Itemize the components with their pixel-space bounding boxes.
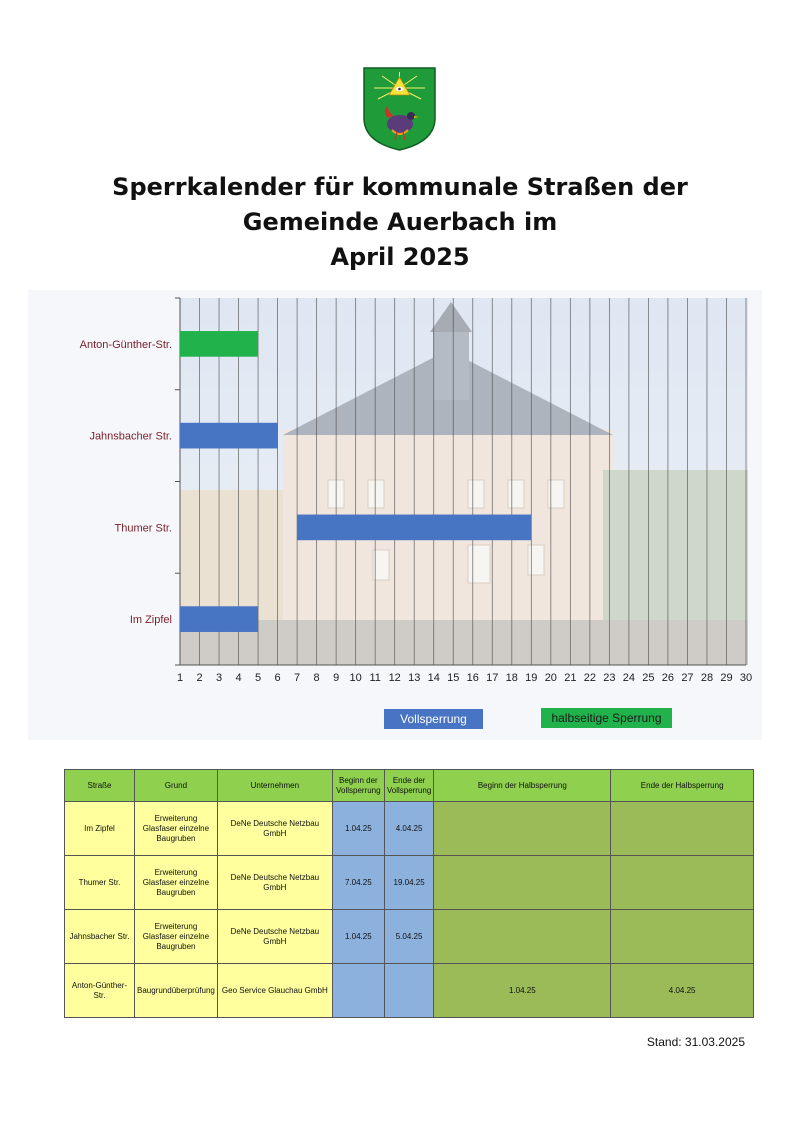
x-tick-label: 7 xyxy=(294,672,301,684)
category-label: Thumer Str. xyxy=(114,522,172,535)
header-strasse: Straße xyxy=(65,770,135,802)
stand-date: Stand: 31.03.2025 xyxy=(646,1035,745,1049)
cell-strasse: Anton-Günther-Str. xyxy=(65,964,135,1018)
cell-unternehmen: DeNe Deutsche Netzbau GmbH xyxy=(217,802,332,856)
cell-grund: Erweiterung Glasfaser einzelne Baugruben xyxy=(135,802,218,856)
cell-beginn-halb xyxy=(434,910,611,964)
page-title xyxy=(0,170,800,275)
x-tick-label: 26 xyxy=(661,672,675,684)
bar-im-zipfel xyxy=(180,606,258,632)
cell-strasse: Jahnsbacher Str. xyxy=(65,910,135,964)
cell-beginn-voll: 7.04.25 xyxy=(332,856,384,910)
table-row xyxy=(65,964,754,1018)
x-tick-label: 29 xyxy=(720,672,733,684)
x-tick-label: 17 xyxy=(486,672,499,684)
x-tick-label: 16 xyxy=(466,672,479,684)
x-tick-label: 19 xyxy=(525,672,538,684)
cell-beginn-voll: 1.04.25 xyxy=(332,910,384,964)
cell-ende-halb xyxy=(611,802,754,856)
cell-strasse: Thumer Str. xyxy=(65,856,135,910)
table-row xyxy=(65,910,754,964)
cell-ende-voll: 5.04.25 xyxy=(384,910,433,964)
bar-jahnsbacher-str xyxy=(180,423,278,449)
x-tick-label: 6 xyxy=(274,672,281,684)
legend-halbseitige-sperrung: halbseitige Sperrung xyxy=(541,708,672,728)
cell-ende-halb: 4.04.25 xyxy=(611,964,754,1018)
cell-grund: Erweiterung Glasfaser einzelne Baugruben xyxy=(135,910,218,964)
header-unternehmen: Unternehmen xyxy=(217,770,332,802)
x-tick-label: 27 xyxy=(681,672,694,684)
x-tick-label: 22 xyxy=(583,672,596,684)
cell-ende-halb xyxy=(611,856,754,910)
header-ende-voll: Ende der Vollsperrung xyxy=(384,770,433,802)
x-tick-label: 24 xyxy=(622,672,636,684)
x-tick-label: 11 xyxy=(369,672,381,684)
cell-beginn-halb xyxy=(434,856,611,910)
header-grund: Grund xyxy=(135,770,218,802)
x-tick-label: 28 xyxy=(700,672,714,684)
x-tick-label: 9 xyxy=(333,672,340,684)
x-tick-label: 20 xyxy=(544,672,557,684)
x-tick-label: 21 xyxy=(564,672,577,684)
cell-beginn-voll: 1.04.25 xyxy=(332,802,384,856)
x-tick-label: 10 xyxy=(349,672,362,684)
bar-anton-g-nther-str xyxy=(180,331,258,357)
cell-unternehmen: DeNe Deutsche Netzbau GmbH xyxy=(217,910,332,964)
x-tick-label: 25 xyxy=(642,672,655,684)
category-label: Jahnsbacher Str. xyxy=(89,430,172,443)
x-tick-label: 15 xyxy=(447,672,460,684)
legend-vollsperrung: Vollsperrung xyxy=(384,709,483,729)
x-tick-label: 2 xyxy=(196,672,203,684)
x-tick-label: 30 xyxy=(739,672,753,684)
x-tick-label: 1 xyxy=(176,672,184,684)
table-header-row xyxy=(65,770,754,802)
table-row xyxy=(65,802,754,856)
cell-ende-halb xyxy=(611,910,754,964)
cell-beginn-halb: 1.04.25 xyxy=(434,964,611,1018)
cell-unternehmen: Geo Service Glauchau GmbH xyxy=(217,964,332,1018)
cell-beginn-halb xyxy=(434,802,611,856)
title-line-2: Gemeinde Auerbach im xyxy=(242,208,558,236)
x-tick-label: 23 xyxy=(603,672,616,684)
cell-ende-voll xyxy=(384,964,433,1018)
cell-strasse: Im Zipfel xyxy=(65,802,135,856)
category-label: Im Zipfel xyxy=(129,614,172,627)
x-tick-label: 18 xyxy=(505,672,518,684)
header-beginn-voll: Beginn der Vollsperrung xyxy=(332,770,384,802)
cell-beginn-voll xyxy=(332,964,384,1018)
title-line-1: Sperrkalender für kommunale Straßen der xyxy=(112,173,688,201)
x-tick-label: 3 xyxy=(215,672,223,684)
cell-ende-voll: 4.04.25 xyxy=(384,802,433,856)
header-beginn-halb: Beginn der Halbsperrung xyxy=(434,770,611,802)
table-row xyxy=(65,856,754,910)
x-tick-label: 8 xyxy=(313,672,320,684)
header-ende-halb: Ende der Halbsperrung xyxy=(611,770,754,802)
x-tick-label: 5 xyxy=(255,672,262,684)
closure-gantt-chart xyxy=(28,290,762,740)
cell-unternehmen: DeNe Deutsche Netzbau GmbH xyxy=(217,856,332,910)
bar-thumer-str xyxy=(297,515,531,541)
cell-grund: Erweiterung Glasfaser einzelne Baugruben xyxy=(135,856,218,910)
coat-of-arms-icon xyxy=(362,66,437,152)
category-label: Anton-Günther-Str. xyxy=(79,338,172,351)
cell-ende-voll: 19.04.25 xyxy=(384,856,433,910)
closure-table xyxy=(64,769,754,1018)
title-line-3: April 2025 xyxy=(330,243,470,271)
cell-grund: Baugrundüberprüfung xyxy=(135,964,218,1018)
x-tick-label: 4 xyxy=(235,672,242,684)
x-tick-label: 13 xyxy=(408,672,421,684)
x-tick-label: 14 xyxy=(427,672,440,684)
x-tick-label: 12 xyxy=(388,672,401,684)
